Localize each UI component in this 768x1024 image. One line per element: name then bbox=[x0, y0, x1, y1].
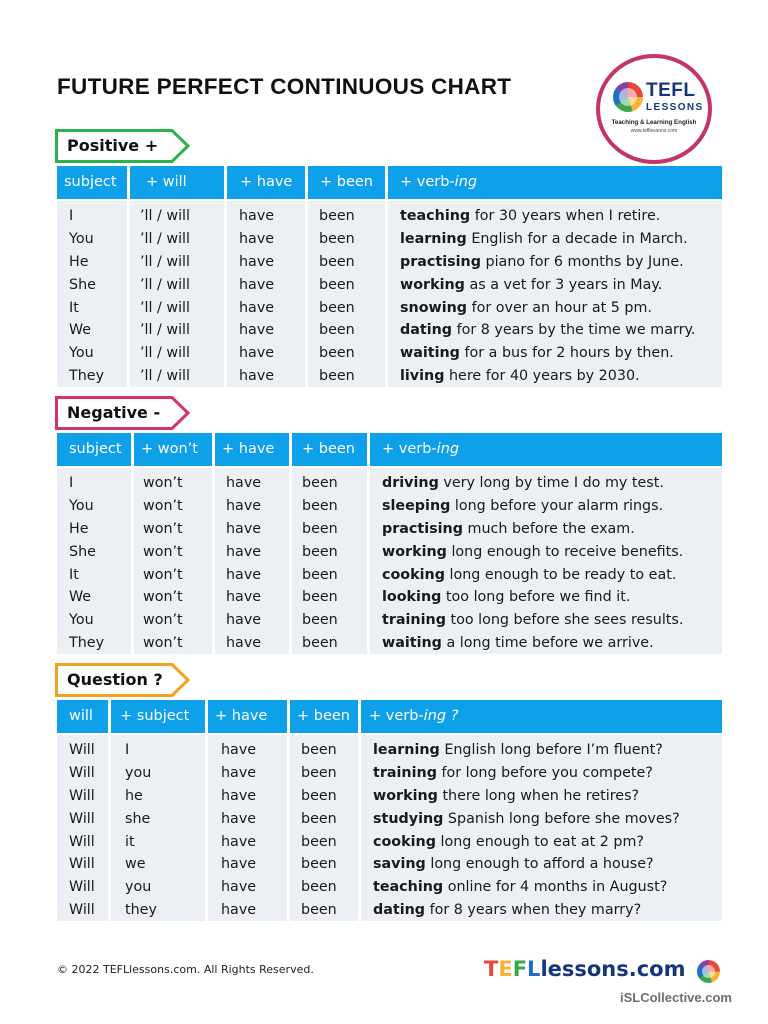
table-row bbox=[57, 632, 722, 655]
table-cell: She bbox=[69, 543, 96, 560]
table-cell: have bbox=[226, 543, 262, 560]
sentence-rest: long enough to eat at 2 pm? bbox=[435, 833, 644, 850]
table-cell: I bbox=[69, 208, 74, 224]
copyright-text: © 2022 TEFLlessons.com. All Rights Reserved. bbox=[57, 963, 314, 976]
verb-ing: practising bbox=[400, 253, 481, 270]
table-row bbox=[57, 274, 722, 297]
table-cell: have bbox=[221, 810, 257, 827]
brand-letter: F bbox=[512, 957, 528, 981]
example-sentence bbox=[400, 342, 674, 365]
table-row bbox=[57, 495, 722, 518]
header-will: will bbox=[57, 700, 108, 733]
table-cell: it bbox=[125, 833, 135, 850]
sentence-rest: online for 4 months in August? bbox=[443, 879, 668, 896]
table-cell: been bbox=[319, 253, 355, 270]
table-cell: been bbox=[319, 276, 355, 293]
globe-icon bbox=[613, 82, 643, 112]
negative-rows bbox=[57, 472, 722, 655]
table-cell: We bbox=[69, 322, 92, 339]
table-row bbox=[57, 518, 722, 541]
table-cell: It bbox=[69, 299, 79, 316]
header-verb bbox=[370, 433, 722, 466]
table-cell: ’ll / will bbox=[140, 230, 191, 247]
table-row bbox=[57, 831, 722, 854]
example-sentence bbox=[400, 228, 688, 251]
sentence-rest: there long when he retires? bbox=[437, 787, 640, 804]
negative-table-body bbox=[57, 468, 722, 654]
table-row bbox=[57, 342, 722, 365]
table-cell: she bbox=[125, 810, 151, 827]
example-sentence bbox=[373, 739, 663, 762]
verb-ing: teaching bbox=[400, 208, 471, 224]
positive-tag-label: Positive + bbox=[67, 136, 159, 155]
question-table-body bbox=[57, 735, 722, 921]
table-cell: won’t bbox=[143, 612, 183, 629]
example-sentence bbox=[400, 205, 660, 228]
table-cell: he bbox=[125, 787, 143, 804]
table-cell: have bbox=[239, 276, 275, 293]
verb-ing: teaching bbox=[373, 879, 444, 896]
table-cell: been bbox=[301, 787, 337, 804]
page-title: FUTURE PERFECT CONTINUOUS CHART bbox=[57, 74, 512, 99]
header-have: + have bbox=[215, 433, 289, 466]
table-cell: been bbox=[302, 475, 338, 491]
header-verb bbox=[361, 700, 722, 733]
table-row bbox=[57, 297, 722, 320]
table-row bbox=[57, 319, 722, 342]
table-cell: Will bbox=[69, 810, 95, 827]
table-cell: won’t bbox=[143, 566, 183, 583]
verb-ing: practising bbox=[382, 520, 463, 537]
table-cell: been bbox=[301, 764, 337, 781]
sentence-rest: for over an hour at 5 pm. bbox=[467, 299, 652, 316]
table-row bbox=[57, 739, 722, 762]
example-sentence bbox=[373, 899, 641, 922]
verb-ing: sleeping bbox=[382, 497, 451, 514]
table-cell: been bbox=[319, 230, 355, 247]
table-cell: been bbox=[319, 322, 355, 339]
sentence-rest: too long before we find it. bbox=[441, 589, 631, 606]
example-sentence bbox=[382, 495, 663, 518]
table-cell: you bbox=[125, 764, 152, 781]
sentence-rest: for a bus for 2 hours by then. bbox=[459, 345, 674, 362]
verb-ing: saving bbox=[373, 856, 426, 873]
example-sentence bbox=[373, 876, 667, 899]
example-sentence bbox=[382, 564, 676, 587]
table-cell: You bbox=[69, 612, 94, 629]
question-table-header bbox=[57, 700, 722, 733]
table-cell: He bbox=[69, 253, 89, 270]
header-subject: subject bbox=[57, 433, 131, 466]
verb-ing: cooking bbox=[382, 566, 445, 583]
table-cell: You bbox=[69, 345, 94, 362]
sentence-rest: long enough to be ready to eat. bbox=[444, 566, 677, 583]
table-cell: have bbox=[239, 345, 275, 362]
sentence-rest: long enough to afford a house? bbox=[425, 856, 654, 873]
header-been bbox=[308, 166, 385, 199]
table-cell: ’ll / will bbox=[140, 299, 191, 316]
table-cell: have bbox=[221, 856, 257, 873]
table-cell: Will bbox=[69, 787, 95, 804]
header-subject: + subject bbox=[111, 700, 205, 733]
header-verb bbox=[388, 166, 722, 199]
table-cell: have bbox=[221, 879, 257, 896]
table-cell: have bbox=[239, 208, 275, 224]
table-cell: been bbox=[302, 589, 338, 606]
verb-ing: dating bbox=[400, 322, 453, 339]
table-cell: You bbox=[69, 230, 94, 247]
example-sentence bbox=[373, 785, 639, 808]
positive-rows bbox=[57, 205, 722, 388]
verb-ing: waiting bbox=[400, 345, 460, 362]
brand-letter: E bbox=[498, 957, 513, 981]
brand-letter: T bbox=[484, 957, 499, 981]
verb-ing: waiting bbox=[382, 635, 442, 652]
header-verb-ing: ing ? bbox=[423, 708, 459, 724]
table-cell: won’t bbox=[143, 520, 183, 537]
example-sentence bbox=[400, 251, 684, 274]
table-cell: been bbox=[301, 833, 337, 850]
verb-ing: driving bbox=[382, 475, 439, 491]
table-cell: ’ll / will bbox=[140, 253, 191, 270]
verb-ing: working bbox=[373, 787, 438, 804]
table-cell: have bbox=[239, 230, 275, 247]
table-cell: have bbox=[226, 589, 262, 606]
table-cell: been bbox=[302, 635, 338, 652]
table-cell: been bbox=[319, 368, 355, 385]
table-row bbox=[57, 541, 722, 564]
verb-ing: learning bbox=[373, 742, 440, 758]
footer-brand bbox=[484, 957, 686, 981]
verb-ing: living bbox=[400, 368, 445, 385]
example-sentence bbox=[373, 831, 644, 854]
table-cell: they bbox=[125, 902, 157, 919]
sentence-rest: English for a decade in March. bbox=[466, 230, 688, 247]
table-row bbox=[57, 586, 722, 609]
table-cell: we bbox=[125, 856, 146, 873]
header-verb-text: + verb- bbox=[382, 441, 437, 457]
table-cell: have bbox=[221, 902, 257, 919]
header-wont: + won’t bbox=[134, 433, 212, 466]
table-cell: She bbox=[69, 276, 96, 293]
verb-ing: working bbox=[400, 276, 465, 293]
verb-ing: cooking bbox=[373, 833, 436, 850]
table-row bbox=[57, 853, 722, 876]
logo-tagline: Teaching & Learning English bbox=[611, 119, 697, 126]
example-sentence bbox=[400, 274, 662, 297]
table-row bbox=[57, 899, 722, 922]
table-cell: Will bbox=[69, 742, 95, 758]
example-sentence bbox=[382, 518, 635, 541]
table-cell: ’ll / will bbox=[140, 208, 191, 224]
logo-name: TEFL bbox=[646, 80, 696, 101]
example-sentence bbox=[400, 297, 652, 320]
table-cell: been bbox=[302, 566, 338, 583]
table-cell: Will bbox=[69, 833, 95, 850]
question-tag-label: Question ? bbox=[67, 670, 163, 689]
sentence-rest: Spanish long before she moves? bbox=[443, 810, 680, 827]
table-row bbox=[57, 251, 722, 274]
table-cell: been bbox=[301, 742, 337, 758]
table-cell: you bbox=[125, 879, 152, 896]
table-cell: have bbox=[226, 520, 262, 537]
table-cell: been bbox=[319, 345, 355, 362]
example-sentence bbox=[382, 586, 630, 609]
logo-url: www.tefllessons.com bbox=[630, 128, 678, 134]
negative-tag-label: Negative - bbox=[67, 403, 161, 422]
table-cell: been bbox=[302, 497, 338, 514]
table-cell: been bbox=[302, 612, 338, 629]
example-sentence bbox=[373, 762, 653, 785]
brand-letter: L bbox=[527, 957, 541, 981]
table-cell: I bbox=[69, 475, 74, 491]
sentence-rest: long before your alarm rings. bbox=[450, 497, 664, 514]
table-cell: Will bbox=[69, 764, 95, 781]
table-cell: been bbox=[319, 299, 355, 316]
brand-rest: lessons.com bbox=[540, 957, 686, 981]
table-cell: have bbox=[239, 299, 275, 316]
header-verb-ing: ing bbox=[454, 174, 478, 190]
table-cell: ’ll / will bbox=[140, 322, 191, 339]
table-cell: been bbox=[302, 520, 338, 537]
table-cell: have bbox=[221, 764, 257, 781]
sentence-rest: piano for 6 months by June. bbox=[480, 253, 684, 270]
table-cell: been bbox=[301, 879, 337, 896]
table-cell: It bbox=[69, 566, 79, 583]
table-row bbox=[57, 609, 722, 632]
table-cell: have bbox=[226, 566, 262, 583]
table-cell: have bbox=[239, 368, 275, 385]
verb-ing: learning bbox=[400, 230, 467, 247]
example-sentence bbox=[382, 472, 664, 495]
verb-ing: training bbox=[382, 612, 446, 629]
table-cell: They bbox=[69, 635, 105, 652]
table-cell: have bbox=[221, 833, 257, 850]
example-sentence bbox=[382, 609, 683, 632]
sentence-rest: very long by time I do my test. bbox=[438, 475, 664, 491]
table-cell: have bbox=[221, 787, 257, 804]
table-cell: won’t bbox=[143, 543, 183, 560]
table-cell: They bbox=[69, 368, 105, 385]
header-will: + will bbox=[130, 166, 224, 199]
sentence-rest: English long before I’m fluent? bbox=[439, 742, 663, 758]
table-cell: been bbox=[301, 856, 337, 873]
sentence-rest: much before the exam. bbox=[462, 520, 635, 537]
verb-ing: training bbox=[373, 764, 437, 781]
positive-table-header bbox=[57, 166, 722, 199]
logo-sub: LESSONS bbox=[646, 102, 704, 113]
table-row bbox=[57, 564, 722, 587]
table-cell: ’ll / will bbox=[140, 368, 191, 385]
table-cell: won’t bbox=[143, 635, 183, 652]
table-cell: Will bbox=[69, 856, 95, 873]
header-been: + been bbox=[292, 433, 367, 466]
table-cell: have bbox=[221, 742, 257, 758]
header-been-text: + been bbox=[320, 174, 373, 190]
example-sentence bbox=[400, 365, 640, 388]
sentence-rest: for 8 years by the time we marry. bbox=[452, 322, 696, 339]
table-cell: ’ll / will bbox=[140, 345, 191, 362]
sentence-rest: as a vet for 3 years in May. bbox=[464, 276, 663, 293]
verb-ing: dating bbox=[373, 902, 426, 919]
sentence-rest: for 8 years when they marry? bbox=[425, 902, 642, 919]
verb-ing: studying bbox=[373, 810, 444, 827]
table-cell: won’t bbox=[143, 589, 183, 606]
header-verb-text: + verb- bbox=[369, 708, 424, 724]
table-row bbox=[57, 808, 722, 831]
table-cell: have bbox=[239, 253, 275, 270]
table-cell: have bbox=[226, 497, 262, 514]
table-cell: been bbox=[301, 810, 337, 827]
table-cell: Will bbox=[69, 902, 95, 919]
table-cell: You bbox=[69, 497, 94, 514]
table-row bbox=[57, 876, 722, 899]
example-sentence bbox=[373, 808, 680, 831]
sentence-rest: long enough to receive benefits. bbox=[446, 543, 684, 560]
globe-icon bbox=[697, 960, 720, 983]
header-have: + have bbox=[208, 700, 287, 733]
tefl-lessons-logo bbox=[596, 54, 712, 164]
question-rows bbox=[57, 739, 722, 922]
table-row bbox=[57, 228, 722, 251]
example-sentence bbox=[382, 632, 654, 655]
table-row bbox=[57, 762, 722, 785]
table-cell: won’t bbox=[143, 475, 183, 491]
header-verb-ing: ing bbox=[436, 441, 460, 457]
table-cell: Will bbox=[69, 879, 95, 896]
table-cell: We bbox=[69, 589, 92, 606]
example-sentence bbox=[382, 541, 683, 564]
verb-ing: snowing bbox=[400, 299, 468, 316]
sentence-rest: here for 40 years by 2030. bbox=[444, 368, 640, 385]
table-cell: won’t bbox=[143, 497, 183, 514]
table-cell: been bbox=[302, 543, 338, 560]
table-cell: been bbox=[301, 902, 337, 919]
table-row bbox=[57, 785, 722, 808]
watermark: iSLCollective.com bbox=[620, 990, 732, 1005]
table-cell: have bbox=[226, 475, 262, 491]
header-have: + have bbox=[227, 166, 305, 199]
sentence-rest: too long before she sees results. bbox=[445, 612, 684, 629]
table-cell: have bbox=[239, 322, 275, 339]
example-sentence bbox=[400, 319, 695, 342]
table-cell: He bbox=[69, 520, 89, 537]
verb-ing: working bbox=[382, 543, 447, 560]
header-verb-text: + verb- bbox=[400, 174, 455, 190]
positive-table-body bbox=[57, 201, 722, 387]
table-row bbox=[57, 365, 722, 388]
header-subject: subject bbox=[57, 166, 127, 199]
table-cell: have bbox=[226, 635, 262, 652]
table-cell: have bbox=[226, 612, 262, 629]
header-been: + been bbox=[290, 700, 358, 733]
sentence-rest: for 30 years when I retire. bbox=[470, 208, 661, 224]
table-row bbox=[57, 205, 722, 228]
table-row bbox=[57, 472, 722, 495]
negative-table-header bbox=[57, 433, 722, 466]
sentence-rest: for long before you compete? bbox=[436, 764, 653, 781]
table-cell: I bbox=[125, 742, 130, 758]
verb-ing: looking bbox=[382, 589, 442, 606]
table-cell: been bbox=[319, 208, 355, 224]
table-cell: ’ll / will bbox=[140, 276, 191, 293]
example-sentence bbox=[373, 853, 654, 876]
sentence-rest: a long time before we arrive. bbox=[441, 635, 654, 652]
